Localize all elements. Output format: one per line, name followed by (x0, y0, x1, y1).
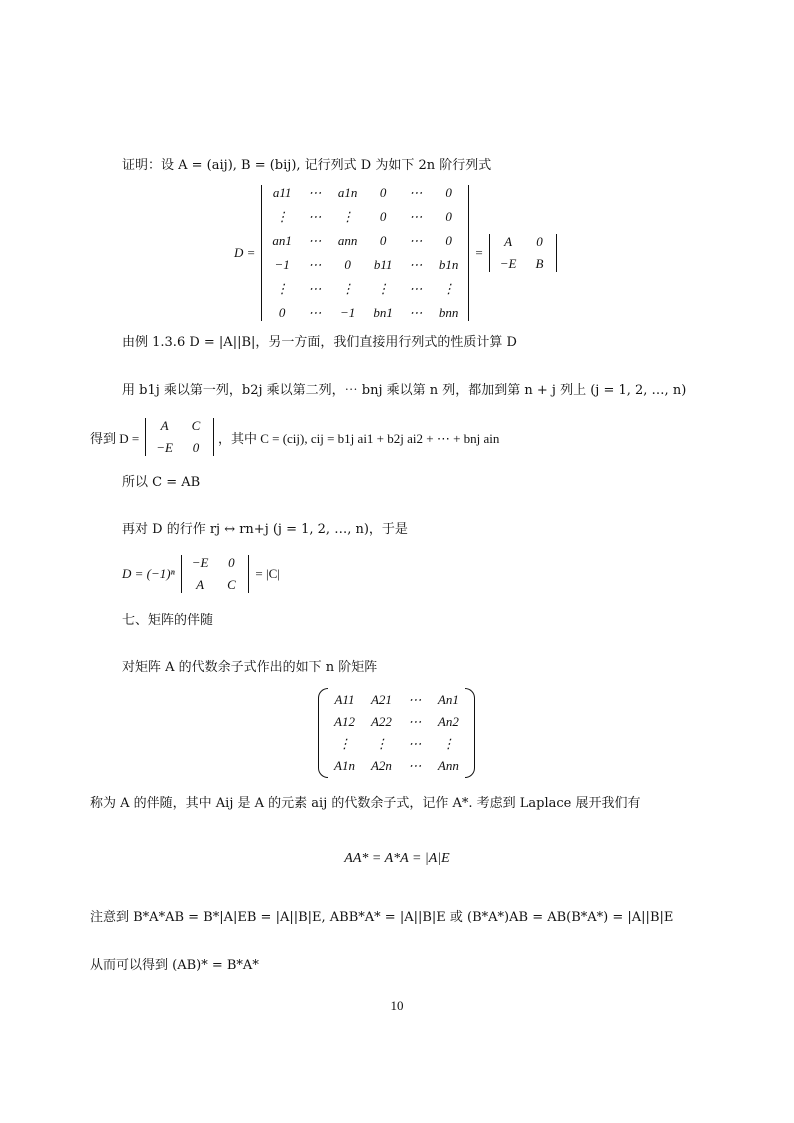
adjugate-cell: ⋯ (408, 714, 422, 729)
det-d-cell: ⋮ (275, 281, 289, 296)
conclusion-line: 从而可以得到 (AB)* = B*A* (90, 958, 259, 973)
adjugate-cell: ⋯ (408, 736, 422, 751)
det-block-cell: A (504, 234, 513, 249)
det-block-2x2 (489, 234, 558, 272)
det-d-cell: 0 (445, 233, 452, 248)
adjugate-cell: An2 (437, 714, 459, 729)
det-d-cell: 0 (445, 209, 452, 224)
det-d-cell: ⋯ (409, 281, 423, 296)
final-suffix: = |C| (255, 566, 280, 581)
det-d-cell: ⋯ (308, 305, 322, 320)
det-d-cell: bnn (438, 305, 459, 320)
adjugate-cell: A11 (334, 692, 355, 707)
det-d-cell: ⋮ (376, 281, 390, 296)
note-line: 注意到 B*A*AB = B*|A|EB = |A||B|E, ABB*A* = |A||B|E 或 (B*A*)AB = AB(B*A*) = |A||B|E (90, 910, 674, 925)
det-d-cell: ⋯ (409, 257, 423, 272)
det-e-c (181, 555, 250, 593)
adjugate-cell: ⋮ (374, 736, 388, 751)
det-block-grid (500, 234, 547, 272)
det-d-cell: 0 (379, 185, 387, 200)
final-prefix: D = (−1)ⁿ (122, 566, 175, 581)
det-d-cell: ⋮ (275, 209, 289, 224)
det-ac-cell: 0 (192, 440, 200, 455)
adjugate-cell: An1 (437, 692, 459, 707)
adjugate-parens (318, 688, 475, 778)
final-d-line (122, 555, 280, 593)
adjugate-matrix (318, 688, 475, 778)
det-d-cell: ⋯ (308, 257, 322, 272)
det-e-c-cell: C (227, 577, 236, 592)
adjugate-cell: A21 (370, 692, 392, 707)
det-d-cell: ⋯ (409, 305, 423, 320)
adjugate-cell: Ann (437, 758, 459, 773)
adjugate-cell: ⋯ (408, 692, 422, 707)
det-d-cell: 0 (344, 257, 351, 272)
det-d-cell: −1 (274, 257, 290, 272)
det-d-cell: ⋯ (308, 209, 322, 224)
det-d-6x6 (261, 185, 469, 321)
det-d-cell: 0 (445, 185, 452, 200)
det-d-cell: ⋯ (308, 233, 322, 248)
det-d-cell: ⋯ (409, 209, 423, 224)
proof-intro: 证明：设 A = (aij), B = (bij), 记行列式 D 为如下 2n 阶行列式 (122, 158, 492, 173)
det-ac-cell: −E (156, 440, 173, 455)
adjugate-cell: A1n (334, 758, 355, 773)
det-d-grid (272, 185, 458, 321)
det-e-c-cell: −E (191, 555, 209, 570)
det-d-cell: 0 (278, 305, 286, 320)
det-d-cell: ⋯ (308, 185, 322, 200)
page-number: 10 (390, 998, 404, 1013)
adjugate-cell: ⋯ (408, 758, 422, 773)
det-ac-cell: C (191, 418, 201, 433)
section-heading: 七、矩阵的伴随 (122, 613, 214, 628)
det-ac-grid (156, 418, 203, 456)
equals-sign: = (475, 245, 483, 260)
det-d-cell: b1n (438, 257, 459, 272)
row-swap-line: 再对 D 的行作 rj ↔ rn+j (j = 1, 2, …, n)，于是 (122, 522, 408, 537)
adjugate-cell: A22 (370, 714, 392, 729)
result-suffix: ，其中 C = (cij), cij = b1j ai1 + b2j ai2 + ⋯ + bnj ain (217, 430, 500, 446)
adj-definition: 称为 A 的伴随，其中 Aij 是 A 的元素 aij 的代数余子式，记作 A*. 考虑到 Laplace 展开我们有 (90, 796, 641, 811)
det-d-cell: −1 (340, 305, 356, 320)
det-d-cell: ⋯ (409, 233, 423, 248)
c-equals-ab: 所以 C = AB (122, 475, 201, 490)
det-d-cell: ⋮ (442, 281, 456, 296)
det-ac (145, 418, 214, 456)
det-d-cell: a1n (337, 185, 358, 200)
det-d-cell: ⋮ (341, 209, 355, 224)
det-block-cell: 0 (536, 234, 543, 249)
adj-intro: 对矩阵 A 的代数余子式作出的如下 n 阶矩阵 (122, 660, 378, 675)
det-d-cell: ⋯ (409, 185, 423, 200)
result-d-line (90, 418, 499, 456)
det-ac-cell: A (160, 418, 169, 433)
adjugate-cell: A12 (334, 714, 355, 729)
det-d-label: D = (234, 245, 256, 260)
det-d-cell: b11 (373, 257, 393, 272)
det-d-cell: 0 (379, 209, 387, 224)
result-prefix: 得到 D = (90, 430, 140, 446)
det-d-cell: an1 (272, 233, 292, 248)
det-d-cell: bn1 (373, 305, 393, 320)
determinant-d-equation (234, 185, 557, 321)
adjugate-cell: ⋮ (337, 736, 351, 751)
det-d-cell: ann (337, 233, 358, 248)
adjugate-cell: A2n (370, 758, 392, 773)
by-example-line: 由例 1.3.6 D = |A||B|，另一方面，我们直接用行列式的性质计算 D (122, 335, 517, 350)
det-d-cell: 0 (379, 233, 387, 248)
det-d-cell: a11 (272, 185, 292, 200)
det-block-cell: −E (499, 256, 517, 271)
det-e-c-grid (192, 555, 239, 593)
adj-identity: AA* = A*A = |A|E (344, 851, 450, 866)
adjugate-cell: ⋮ (441, 736, 455, 751)
det-d-cell: ⋯ (308, 281, 322, 296)
det-block-cell: B (535, 256, 544, 271)
column-ops-line: 用 b1j 乘以第一列，b2j 乘以第二列，⋯ bnj 乘以第 n 列，都加到第 n + j 列上 (j = 1, 2, …, n) (122, 383, 687, 398)
adjugate-grid (334, 688, 459, 778)
det-d-cell: ⋮ (341, 281, 355, 296)
det-e-c-cell: A (196, 577, 205, 592)
det-e-c-cell: 0 (228, 555, 235, 570)
